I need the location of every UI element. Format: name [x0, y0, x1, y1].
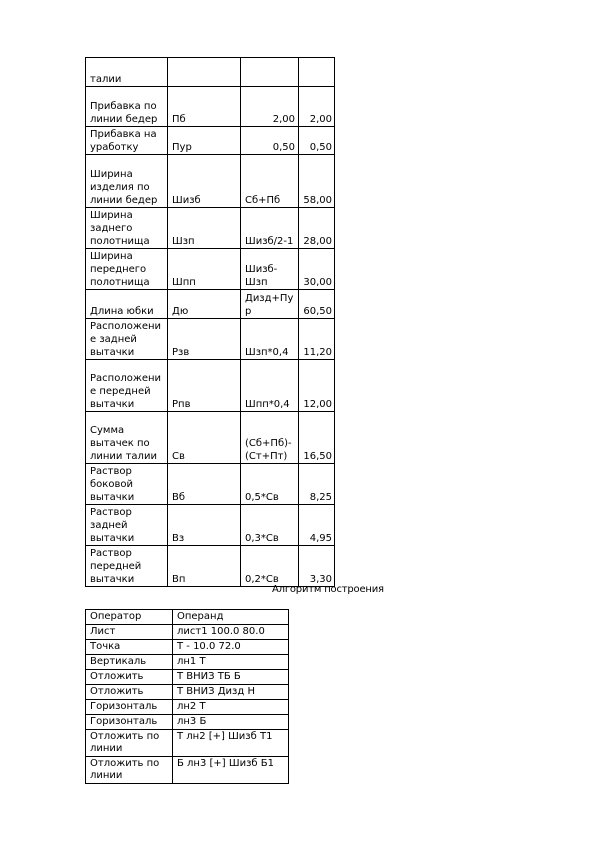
- operand-cell: Т - 10.0 72.0: [173, 640, 289, 655]
- measurement-formula: 2,00: [241, 87, 299, 127]
- measurement-value: 8,25: [299, 464, 335, 505]
- measurement-formula: Шизб-Шзп: [241, 249, 299, 290]
- operator-cell: Горизонталь: [86, 700, 173, 715]
- measurement-formula: Шизб/2-1: [241, 208, 299, 249]
- table-row: [86, 87, 335, 127]
- operand-cell: лист1 100.0 80.0: [173, 625, 289, 640]
- measurement-symbol: Шзп: [168, 208, 241, 249]
- table-header-row: [86, 610, 289, 625]
- table-row: [86, 127, 335, 155]
- measurement-value: 3,30: [299, 546, 335, 587]
- measurement-formula: 0,5*Св: [241, 464, 299, 505]
- measurement-symbol: Вп: [168, 546, 241, 587]
- table-row: [86, 319, 335, 360]
- operand-cell: Т ВНИЗ Дизд Н: [173, 685, 289, 700]
- measurement-name: Раствор передней вытачки: [86, 546, 168, 587]
- table-row: [86, 360, 335, 412]
- measurement-value: 28,00: [299, 208, 335, 249]
- measurement-formula: [241, 58, 299, 87]
- algorithm-table: [85, 609, 289, 784]
- table-row: [86, 685, 289, 700]
- measurement-name: Ширина изделия по линии бедер: [86, 155, 168, 208]
- measurement-value: 30,00: [299, 249, 335, 290]
- operand-cell: Б лн3 [+] Шизб Б1: [173, 757, 289, 784]
- measurement-symbol: Шизб: [168, 155, 241, 208]
- measurement-value: 2,00: [299, 87, 335, 127]
- table-row: [86, 290, 335, 319]
- operand-cell: Т ВНИЗ ТБ Б: [173, 670, 289, 685]
- measurement-name: Раствор боковой вытачки: [86, 464, 168, 505]
- operator-cell: Точка: [86, 640, 173, 655]
- table-row: [86, 640, 289, 655]
- operator-cell: Вертикаль: [86, 655, 173, 670]
- measurement-name: талии: [86, 58, 168, 87]
- measurement-symbol: Шпп: [168, 249, 241, 290]
- table-row: [86, 730, 289, 757]
- measurement-name: Длина юбки: [86, 290, 168, 319]
- table-row: [86, 700, 289, 715]
- measurement-symbol: Вб: [168, 464, 241, 505]
- measurement-value: 4,95: [299, 505, 335, 546]
- measurement-formula: 0,3*Св: [241, 505, 299, 546]
- operand-cell: лн1 Т: [173, 655, 289, 670]
- operator-cell: Горизонталь: [86, 715, 173, 730]
- measurement-name: Раствор задней вытачки: [86, 505, 168, 546]
- table-row: [86, 155, 335, 208]
- measurement-symbol: Пб: [168, 87, 241, 127]
- measurement-formula: Сб+Пб: [241, 155, 299, 208]
- table-row: [86, 412, 335, 464]
- operand-header: Операнд: [173, 610, 289, 625]
- operand-cell: Т лн2 [+] Шизб Т1: [173, 730, 289, 757]
- operator-cell: Отложить: [86, 670, 173, 685]
- table-row: [86, 249, 335, 290]
- measurement-symbol: Рпв: [168, 360, 241, 412]
- measurement-formula: 0,2*Св: [241, 546, 299, 587]
- measurement-value: 12,00: [299, 360, 335, 412]
- measurement-name: Ширина заднего полотнища: [86, 208, 168, 249]
- measurement-formula: Дизд+Пур: [241, 290, 299, 319]
- operator-cell: Лист: [86, 625, 173, 640]
- measurement-formula: (Сб+Пб)-(Ст+Пт): [241, 412, 299, 464]
- table-row: [86, 655, 289, 670]
- table-row: [86, 670, 289, 685]
- table-row: [86, 505, 335, 546]
- measurement-symbol: Св: [168, 412, 241, 464]
- measurement-name: Расположение передней вытачки: [86, 360, 168, 412]
- table-row: [86, 546, 335, 587]
- measurement-name: Ширина переднего полотнища: [86, 249, 168, 290]
- measurement-value: 0,50: [299, 127, 335, 155]
- measurement-name: Прибавка по линии бедер: [86, 87, 168, 127]
- measurement-symbol: Пур: [168, 127, 241, 155]
- measurement-formula: Шпп*0,4: [241, 360, 299, 412]
- table-row: [86, 208, 335, 249]
- measurements-table: [85, 57, 335, 587]
- measurement-name: Прибавка на уработку: [86, 127, 168, 155]
- table-row: [86, 757, 289, 784]
- operator-cell: Отложить по линии: [86, 730, 173, 757]
- measurement-formula: Шзп*0,4: [241, 319, 299, 360]
- operator-header: Оператор: [86, 610, 173, 625]
- table-row: [86, 625, 289, 640]
- measurement-value: 58,00: [299, 155, 335, 208]
- operator-cell: Отложить по линии: [86, 757, 173, 784]
- measurement-value: 60,50: [299, 290, 335, 319]
- measurement-name: Расположение задней вытачки: [86, 319, 168, 360]
- operand-cell: лн3 Б: [173, 715, 289, 730]
- algorithm-heading: Алгоритм построения: [272, 584, 384, 595]
- measurement-value: 16,50: [299, 412, 335, 464]
- measurement-value: [299, 58, 335, 87]
- measurement-name: Сумма вытачек по линии талии: [86, 412, 168, 464]
- table-row: [86, 464, 335, 505]
- operator-cell: Отложить: [86, 685, 173, 700]
- measurement-formula: 0,50: [241, 127, 299, 155]
- measurement-symbol: Рзв: [168, 319, 241, 360]
- measurement-symbol: Вз: [168, 505, 241, 546]
- table-row: [86, 58, 335, 87]
- measurement-symbol: [168, 58, 241, 87]
- table-row: [86, 715, 289, 730]
- measurement-value: 11,20: [299, 319, 335, 360]
- operand-cell: лн2 Т: [173, 700, 289, 715]
- measurement-symbol: Дю: [168, 290, 241, 319]
